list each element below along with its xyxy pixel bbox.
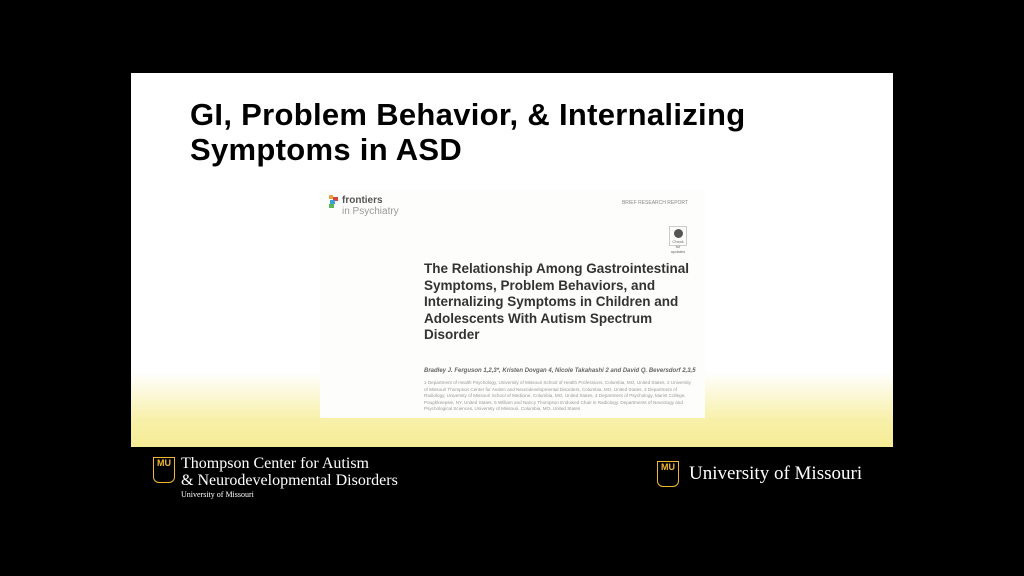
thompson-center-line1: Thompson Center for Autism (181, 455, 369, 472)
article-type: BRIEF RESEARCH REPORT (621, 200, 688, 206)
mu-logo-icon: MU (153, 457, 175, 483)
journal-subtitle: in Psychiatry (342, 206, 399, 217)
paper-authors: Bradley J. Ferguson 1,2,3*, Kristen Dovgan 4, Nicole Takahashi 2 and David Q. Beversdorf 2,3,5 (424, 368, 696, 374)
check-updates-badge: Check for updates (669, 226, 687, 246)
thompson-center-line3: University of Missouri (181, 490, 254, 499)
frontiers-mark-icon (329, 195, 339, 209)
slide (131, 73, 893, 447)
paper-screenshot (320, 190, 705, 418)
university-of-missouri: University of Missouri (689, 463, 863, 484)
paper-affiliations: 1 Department of Health Psychology, University of Missouri School of Health Professions, Columbia, MO, United States, 2 University of Missouri Thompson Center for Autism and Neurodevelopmental Disorders, Columbia, MO, United States, 3 Department of Radiology, University of Missouri School of Medicine, Columbia, MO, United States, 4 Department of Psychology, Marist College, Poughkeepsie, NY, United States, 5 William and Nancy Thompson Endowed Chair in Radiology, Departments of Neurology and Psychological Sciences, University of Missouri, Columbia, MO, United States (424, 380, 691, 412)
paper-title: The Relationship Among Gastrointestinal Symptoms, Problem Behaviors, and Internalizing Symptoms in Children and Adolescents With Autism Spectrum Disorder (424, 261, 690, 342)
thompson-center-line2: & Neurodevelopmental Disorders (181, 472, 398, 489)
slide-title: GI, Problem Behavior, & Internalizing Symptoms in ASD (190, 97, 746, 167)
journal-name: frontiers (342, 195, 383, 206)
mu-logo-icon: MU (657, 461, 679, 487)
check-updates-icon (674, 229, 683, 238)
